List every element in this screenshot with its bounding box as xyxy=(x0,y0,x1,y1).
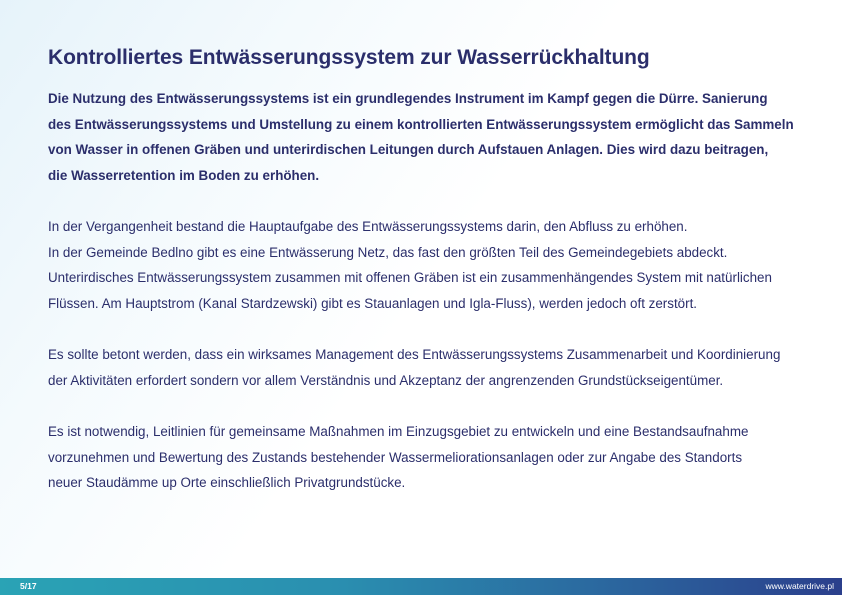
paragraph-line: der Aktivitäten erfordert sondern vor allem Verständnis und Akzeptanz der angrenzenden Grundstückseigentümer. xyxy=(48,372,724,388)
lead-line: des Entwässerungssystems und Umstellung zu einem kontrollierten Entwässerungssystem ermöglicht das Sammeln xyxy=(48,116,794,132)
footer-bar xyxy=(0,578,842,595)
paragraph-line: Unterirdisches Entwässerungssystem zusammen mit offenen Gräben ist ein zusammenhängendes System mit natürlichen xyxy=(48,270,772,285)
paragraph-line: Es sollte betont werden, dass ein wirksames Management des Entwässerungssystems Zusammenarbeit und Koordinierung xyxy=(48,347,781,362)
page-number: 5/17 xyxy=(20,581,37,591)
lead-paragraph xyxy=(48,86,818,188)
paragraph-line: In der Gemeinde Bedlno gibt es eine Entwässerung Netz, das fast den größten Teil des Gemeindegebiets abdeckt. xyxy=(48,244,728,260)
paragraph-management xyxy=(48,342,818,393)
lead-line: von Wasser in offenen Gräben und unterirdischen Leitungen durch Aufstauen Anlagen. Dies wird dazu beitragen, xyxy=(48,142,769,157)
lead-line: Die Nutzung des Entwässerungssystems ist ein grundlegendes Instrument im Kampf gegen die Dürre. Sanierung xyxy=(48,91,768,106)
lead-line: die Wasserretention im Boden zu erhöhen. xyxy=(48,167,320,183)
paragraph-line: vorzunehmen und Bewertung des Zustands bestehender Wassermeliorationsanlagen oder zur Angabe des Standorts xyxy=(48,449,743,465)
paragraph-line: In der Vergangenheit bestand die Hauptaufgabe des Entwässerungssystems darin, den Abfluss zu erhöhen. xyxy=(48,219,688,234)
paragraph-history xyxy=(48,214,818,316)
paragraph-line: Es ist notwendig, Leitlinien für gemeinsame Maßnahmen im Einzugsgebiet zu entwickeln und eine Bestandsaufnahme xyxy=(48,424,749,439)
paragraph-line: Flüssen. Am Hauptstrom (Kanal Stardzewski) gibt es Stauanlagen und Igla-Fluss), werden jedoch oft zerstört. xyxy=(48,295,698,311)
page-title: Kontrolliertes Entwässerungssystem zur Wasserrückhaltung xyxy=(48,46,650,69)
website-link[interactable]: www.waterdrive.pl xyxy=(765,581,834,591)
page-content xyxy=(48,44,818,496)
paragraph-guidelines xyxy=(48,419,818,496)
paragraph-line: neuer Staudämme up Orte einschließlich Privatgrundstücke. xyxy=(48,475,406,490)
